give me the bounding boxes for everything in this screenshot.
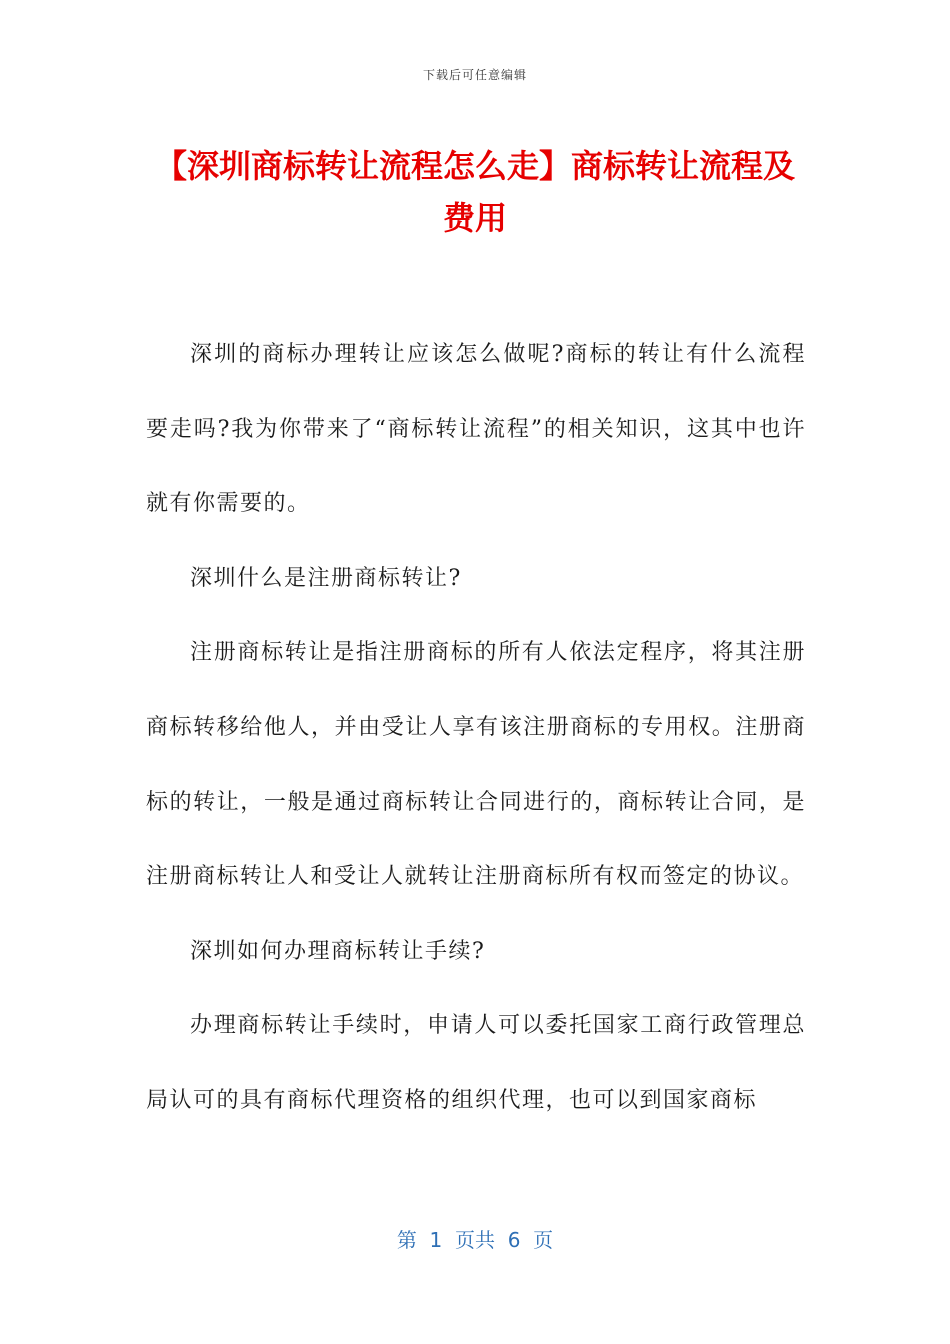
section-heading: 深圳什么是注册商标转让? [190,565,462,591]
document-body [146,318,806,1139]
header-note: 下载后可任意编辑 [422,68,527,82]
paragraph: 注册商标转让是指注册商标的所有人依法定程序，将其注册商标转移给他人，并由受让人享有该注册商标的专用权。注册商标的转让，一般是通过商标转让合同进行的，商标转让合同，是注册商标转让人和受让人就转让注册商标所有权而签定的协议。 [146,640,806,890]
paragraph: 办理商标转让手续时，申请人可以委托国家工商行政管理总局认可的具有商标代理资格的组织代理，也可以到国家商标 [146,1013,806,1113]
document-title: 【深圳商标转让流程怎么走】商标转让流程及费用 [154,147,795,237]
section-heading: 深圳如何办理商标转让手续? [190,938,486,964]
page-number-footer: 第 1 页共 6 页 [396,1228,554,1252]
paragraph: 深圳的商标办理转让应该怎么做呢?商标的转让有什么流程要走吗?我为你带来了“商标转让流程”的相关知识，这其中也许就有你需要的。 [146,342,806,517]
